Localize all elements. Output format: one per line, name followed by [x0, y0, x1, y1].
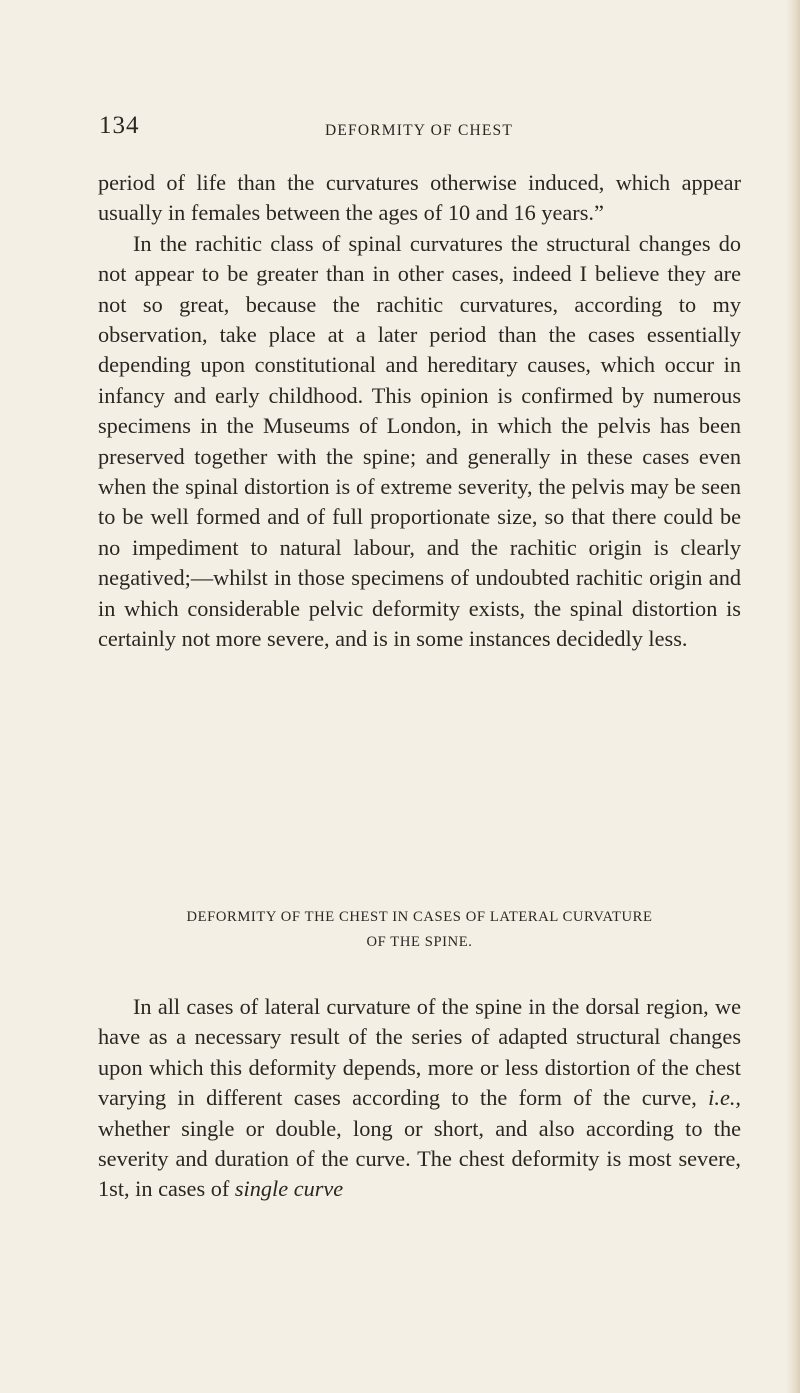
body-text-section: [98, 992, 741, 1205]
page-number: 134: [99, 112, 140, 139]
paragraph-lateral-curvature: [98, 992, 741, 1205]
paragraph-text-a: In all cases of lateral curvature of the spine in the dorsal region, we have as a necessary result of the series of adapted structural changes upon which this deformity depends, more or less distortion of the chest varying in different cases according to the form of the curve,: [98, 994, 741, 1111]
paragraph-continuation: period of life than the curvatures otherwise induced, which appear usually in females between the ages of 10 and 16 years.”: [98, 170, 741, 226]
italic-single-curve: single curve: [234, 1176, 344, 1202]
body-text-top: [98, 168, 741, 655]
section-heading: [98, 905, 741, 955]
section-heading-line-2: OF THE SPINE.: [366, 934, 473, 950]
page-header: [99, 112, 739, 152]
italic-ie: i.e.,: [708, 1085, 741, 1111]
page-edge-shadow: [786, 0, 800, 1393]
paragraph-rachitic: In the rachitic class of spinal curvatures the structural changes do not appear to be greater than in other cases, indeed I believe they are not so great, because the rachitic curvatures, according to my observation, take place at a later period than the cases essentially depending upon constitutional and hereditary causes, which occur in infancy and early childhood. This opinion is confirmed by numerous specimens in the Museums of London, in which the pelvis has been preserved together with the spine; and generally in these cases even when the spinal distortion is of extreme severity, the pelvis may be seen to be well formed and of full proportionate size, so that there could be no impediment to natural labour, and the rachitic origin is clearly negatived;—whilst in those specimens of undoubted rachitic origin and in which considerable pelvic deformity exists, the spinal distortion is certainly not more severe, and is in some instances decidedly less.: [98, 230, 741, 652]
section-heading-line-1: DEFORMITY OF THE CHEST IN CASES OF LATERAL CURVATURE: [186, 909, 653, 925]
paragraph-text-b: whether single or double, long or short, and also according to the severity and duration of the curve. The chest deformity is most severe, 1st, in cases of: [98, 1115, 741, 1202]
running-title: DEFORMITY OF CHEST: [324, 122, 514, 139]
